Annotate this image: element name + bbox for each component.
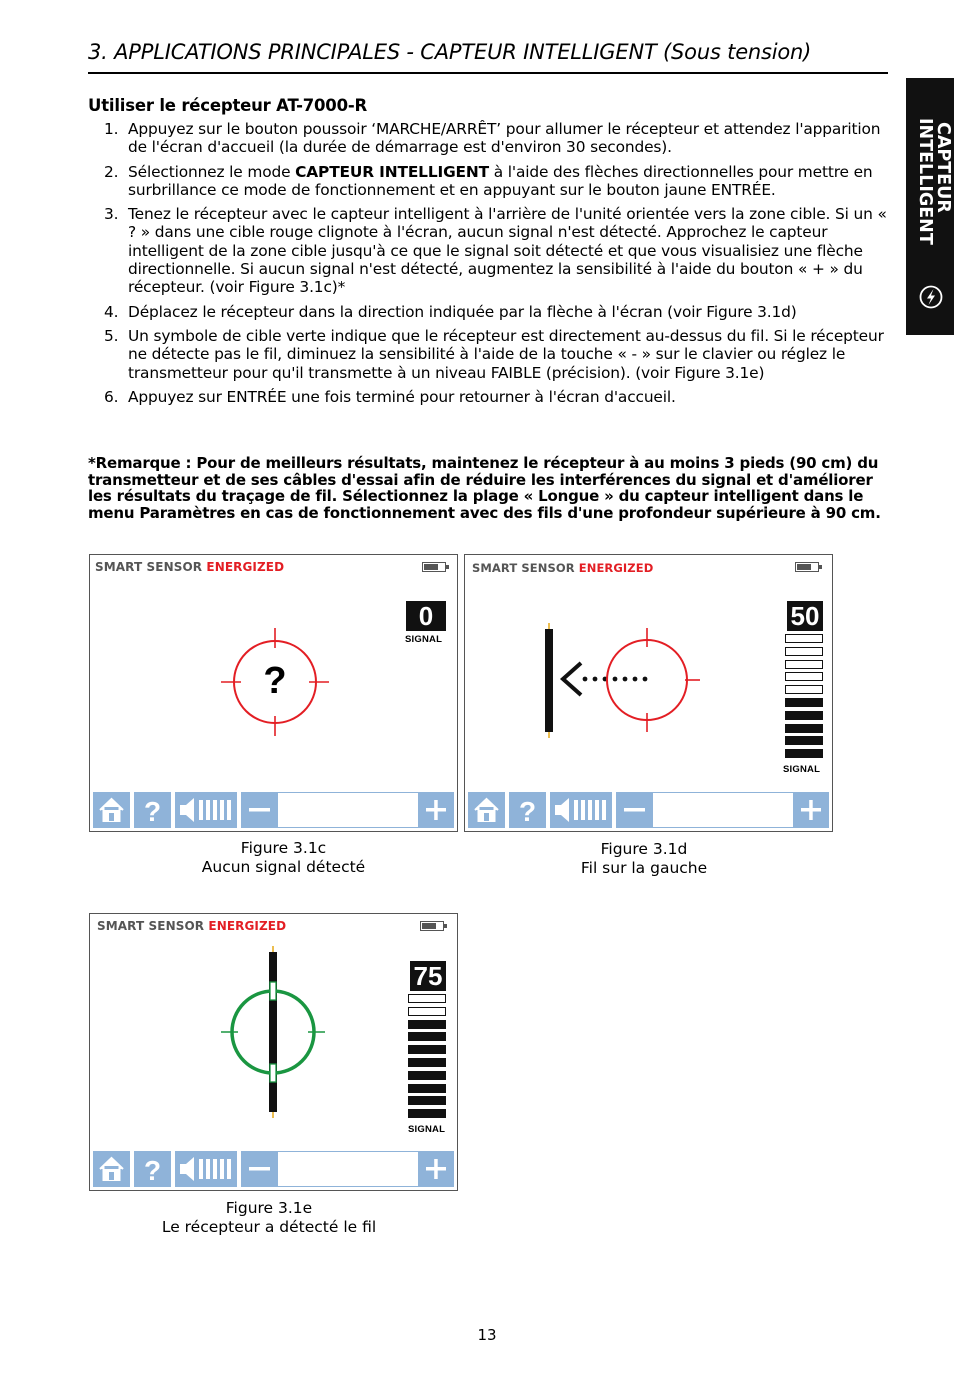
- signal-bar: [785, 698, 823, 707]
- figure-3-1c-screen: [89, 554, 458, 832]
- sensitivity-increase-button[interactable]: [793, 792, 829, 828]
- screen-toolbar: [468, 792, 829, 828]
- sensitivity-slider[interactable]: [653, 792, 793, 828]
- svg-text:?: ?: [518, 796, 537, 827]
- step-text: Appuyez sur ENTRÉE une fois terminé pour retourner à l'écran d'accueil.: [128, 387, 676, 406]
- step-text: Déplacez le récepteur dans la direction indiquée par la flèche à l'écran (voir Figure 3.1d): [128, 302, 797, 321]
- step-text-pre: Sélectionnez le mode: [128, 162, 296, 181]
- figure-description: Fil sur la gauche: [580, 858, 708, 877]
- screen-title: SMART SENSOR ENERGIZED: [95, 560, 285, 574]
- signal-bar: [408, 1045, 446, 1054]
- step-number: 3.: [104, 205, 119, 224]
- signal-bar: [408, 1071, 446, 1080]
- volume-button[interactable]: [550, 792, 612, 828]
- screen-toolbar: [93, 1151, 454, 1187]
- svg-text:?: ?: [143, 796, 162, 827]
- signal-label: SIGNAL: [405, 634, 443, 645]
- sensitivity-decrease-button[interactable]: [241, 792, 278, 828]
- minus-icon: [241, 1151, 278, 1187]
- target-reticle-green-with-wire: [218, 944, 330, 1120]
- minus-icon: [616, 792, 653, 828]
- step-item: [104, 205, 894, 296]
- energized-label: ENERGIZED: [208, 919, 287, 933]
- signal-bar: [785, 647, 823, 656]
- signal-meter: [785, 634, 825, 764]
- screen-toolbar: [93, 792, 454, 828]
- speaker-volume-icon: [550, 792, 612, 828]
- sensitivity-increase-button[interactable]: [418, 792, 454, 828]
- sensitivity-increase-button[interactable]: [418, 1151, 454, 1187]
- figure-description: Aucun signal détecté: [201, 857, 366, 876]
- svg-text:?: ?: [143, 1155, 162, 1186]
- step-text: Appuyez sur le bouton poussoir ‘MARCHE/ARRÊT’ pour allumer le récepteur et attendez l'apparition de l'écran d'accueil (la durée de démarrage est d'environ 30 secondes).: [128, 120, 881, 157]
- signal-bar: [785, 736, 823, 745]
- step-item: [104, 303, 894, 321]
- step-item: [104, 163, 894, 200]
- help-icon: [134, 792, 171, 828]
- signal-bar: [785, 634, 823, 643]
- signal-bar: [408, 994, 446, 1003]
- signal-bar: [785, 660, 823, 669]
- step-number: 2.: [104, 162, 119, 181]
- plus-icon: [793, 792, 829, 828]
- home-icon: [93, 792, 130, 828]
- sensitivity-slider[interactable]: [278, 1151, 418, 1187]
- figure-number: Figure 3.1e: [225, 1199, 313, 1217]
- sensitivity-decrease-button[interactable]: [241, 1151, 278, 1187]
- instruction-steps: [104, 120, 894, 412]
- minus-icon: [241, 792, 278, 828]
- energized-label: ENERGIZED: [578, 561, 654, 575]
- speaker-volume-icon: [175, 1151, 237, 1187]
- page-header-title: 3. APPLICATIONS PRINCIPALES - CAPTEUR INTELLIGENT (Sous tension): [88, 40, 812, 64]
- side-tab: [906, 78, 954, 335]
- side-tab-line2: INTELLIGENT: [915, 118, 935, 245]
- figure-3-1d-caption: [464, 840, 824, 877]
- signal-label: SIGNAL: [783, 764, 821, 775]
- signal-bar: [785, 724, 823, 733]
- figure-3-1e-screen: [89, 913, 458, 1191]
- signal-value: 75: [410, 961, 446, 991]
- signal-bar: [408, 1058, 446, 1067]
- step-text: Un symbole de cible verte indique que le récepteur est directement au-dessus du fil. Si le récepteur ne détecte pas le fil, diminuez la sensibilité à l'aide de la touche « - » sur le clavier ou réglez le transmetteur pour qu'il transmette à un niveau FAIBLE (précision). (voir Figure 3.1e): [128, 326, 884, 382]
- plus-icon: [418, 792, 454, 828]
- step-text-bold: CAPTEUR INTELLIGENT: [295, 162, 489, 181]
- step-item: [104, 388, 894, 406]
- step-text: Tenez le récepteur avec le capteur intelligent à l'arrière de l'unité orientée vers la zone cible. Si un « ? » dans une cible rouge clignote à l'écran, aucun signal n'est détecté. Approchez le capteur intelligent de la zone cible jusqu'à ce que le signal soit détecté et que vous visualisiez une flèche directionnelle. Si aucun signal n'est détecté, augmentez la sensibilité à l'aide du bouton « + » du récepteur. (voir Figure 3.1c)*: [128, 205, 887, 297]
- figure-3-1e-caption: [89, 1199, 449, 1236]
- volume-button[interactable]: [175, 792, 237, 828]
- help-button[interactable]: [509, 792, 546, 828]
- step-item: [104, 327, 894, 382]
- page-number: 13: [477, 1326, 497, 1344]
- section-heading: Utiliser le récepteur AT-7000-R: [88, 96, 367, 115]
- home-button[interactable]: [93, 792, 130, 828]
- step-item: [104, 120, 894, 157]
- sensitivity-decrease-button[interactable]: [616, 792, 653, 828]
- step-text-post: à l'aide des flèches directionnelles pour mettre en surbrillance ce mode de fonctionnement et en appuyant sur le bouton jaune ENTRÉE.: [128, 162, 873, 199]
- figure-number: Figure 3.1d: [600, 840, 688, 858]
- plus-icon: [418, 1151, 454, 1187]
- figure-3-1c-caption: [89, 839, 478, 876]
- screen-title: SMART SENSOR ENERGIZED: [97, 919, 287, 933]
- no-signal-question-mark: ?: [263, 660, 287, 702]
- side-tab-line1: CAPTEUR: [933, 122, 953, 213]
- help-button[interactable]: [134, 1151, 171, 1187]
- help-button[interactable]: [134, 792, 171, 828]
- signal-value: 50: [787, 601, 823, 631]
- signal-meter: [408, 994, 448, 1124]
- remark-note: *Remarque : Pour de meilleurs résultats, maintenez le récepteur à au moins 3 pieds (90 cm) du transmetteur et de ses câbles d'essai afin de réduire les interférences du signal et d'améliorer les résultats du traçage de fil. Sélectionnez la plage « Longue » du capteur intelligent dans le menu Paramètres en cas de fonctionnement avec des fils d'une profondeur supérieure à 90 cm.: [88, 454, 881, 522]
- step-number: 6.: [104, 387, 119, 406]
- signal-bar: [785, 749, 823, 758]
- header-rule: [88, 72, 888, 74]
- battery-icon: [420, 921, 444, 931]
- sensitivity-slider[interactable]: [278, 792, 418, 828]
- home-icon: [468, 792, 505, 828]
- home-button[interactable]: [468, 792, 505, 828]
- signal-bar: [785, 685, 823, 694]
- battery-icon: [422, 562, 446, 572]
- signal-bar: [408, 1020, 446, 1029]
- step-number: 5.: [104, 326, 119, 345]
- volume-button[interactable]: [175, 1151, 237, 1187]
- signal-bar: [408, 1109, 446, 1118]
- signal-bar: [785, 672, 823, 681]
- help-icon: [134, 1151, 171, 1187]
- signal-bar: [408, 1096, 446, 1105]
- target-reticle-red: [592, 625, 702, 735]
- lightning-bolt-icon: [919, 285, 943, 309]
- signal-value: 0: [406, 601, 446, 631]
- home-button[interactable]: [93, 1151, 130, 1187]
- signal-bar: [408, 1007, 446, 1016]
- signal-bar: [408, 1032, 446, 1041]
- help-icon: [509, 792, 546, 828]
- screen-title: SMART SENSOR ENERGIZED: [472, 561, 654, 575]
- energized-label: ENERGIZED: [206, 560, 285, 574]
- figure-3-1d-screen: [464, 554, 833, 832]
- figure-number: Figure 3.1c: [240, 839, 327, 857]
- home-icon: [93, 1151, 130, 1187]
- step-number: 4.: [104, 302, 119, 321]
- speaker-volume-icon: [175, 792, 237, 828]
- signal-bar: [408, 1084, 446, 1093]
- signal-label: SIGNAL: [408, 1124, 446, 1135]
- side-tab-text: [906, 78, 954, 288]
- figure-description: Le récepteur a détecté le fil: [161, 1217, 377, 1236]
- battery-icon: [795, 562, 819, 572]
- step-number: 1.: [104, 120, 119, 138]
- signal-bar: [785, 711, 823, 720]
